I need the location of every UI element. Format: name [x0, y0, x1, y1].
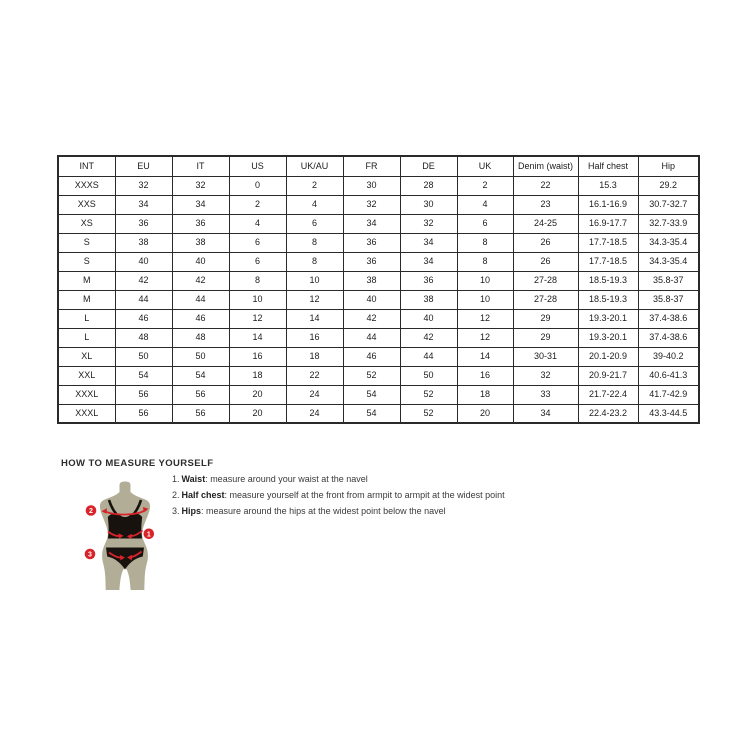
size-table-cell: 16 — [457, 366, 513, 385]
size-table-header-denim-waist: Denim (waist) — [513, 156, 578, 176]
size-table-cell: 17.7-18.5 — [578, 252, 638, 271]
step-text: : measure around the hips at the widest point below the navel — [201, 506, 446, 516]
size-table — [57, 155, 700, 424]
size-table-cell: 37.4-38.6 — [638, 309, 699, 328]
size-table-cell: 36 — [172, 214, 229, 233]
size-table-cell: 8 — [286, 252, 343, 271]
size-table-cell: 10 — [457, 271, 513, 290]
size-table-cell: 27-28 — [513, 271, 578, 290]
size-table-cell: 34.3-35.4 — [638, 252, 699, 271]
size-table-cell: 50 — [400, 366, 457, 385]
size-table-cell: 36 — [343, 252, 400, 271]
size-table-cell: 48 — [115, 328, 172, 347]
size-table-cell: 18 — [229, 366, 286, 385]
size-table-cell: 2 — [457, 176, 513, 195]
size-table-cell: 43.3-44.5 — [638, 404, 699, 423]
size-table-cell: 39-40.2 — [638, 347, 699, 366]
size-table-header-hip: Hip — [638, 156, 699, 176]
size-table-cell: 0 — [229, 176, 286, 195]
size-table-cell: 44 — [172, 290, 229, 309]
size-table-header-half-chest: Half chest — [578, 156, 638, 176]
mannequin-body-shape — [100, 492, 150, 590]
size-table-cell: 24-25 — [513, 214, 578, 233]
size-table-cell: 26 — [513, 233, 578, 252]
size-table-cell: 10 — [286, 271, 343, 290]
size-table-cell: 20 — [457, 404, 513, 423]
size-table-row — [58, 176, 699, 195]
size-table-cell: 34 — [343, 214, 400, 233]
size-table-cell: 54 — [343, 385, 400, 404]
size-table-cell: 8 — [229, 271, 286, 290]
size-table-cell: 16.1-16.9 — [578, 195, 638, 214]
step-label: Waist — [181, 474, 206, 484]
size-table-cell: 38 — [343, 271, 400, 290]
size-table-header-fr: FR — [343, 156, 400, 176]
size-table-cell: M — [58, 271, 115, 290]
size-table-cell: 37.4-38.6 — [638, 328, 699, 347]
size-table-cell: 40 — [172, 252, 229, 271]
size-table-cell: 44 — [343, 328, 400, 347]
size-table-cell: 34 — [115, 195, 172, 214]
measurement-figure-illustration — [75, 468, 175, 596]
size-table-cell: 42 — [400, 328, 457, 347]
size-table-cell: 36 — [115, 214, 172, 233]
size-table-cell: 50 — [172, 347, 229, 366]
size-table-row — [58, 214, 699, 233]
size-table-cell: 30-31 — [513, 347, 578, 366]
size-table-cell: S — [58, 252, 115, 271]
size-table-cell: 46 — [115, 309, 172, 328]
size-table-cell: 18 — [286, 347, 343, 366]
size-table-cell: 42 — [115, 271, 172, 290]
size-table-cell: 32 — [115, 176, 172, 195]
size-table-header-row — [58, 156, 699, 176]
step-label: Hips — [181, 506, 202, 516]
size-table-cell: L — [58, 328, 115, 347]
measure-step-hips — [172, 503, 505, 519]
size-table-cell: XL — [58, 347, 115, 366]
size-table-cell: 22 — [286, 366, 343, 385]
size-table-cell: 8 — [286, 233, 343, 252]
size-table-cell: 14 — [229, 328, 286, 347]
size-table-cell: 54 — [172, 366, 229, 385]
step-number: 3. — [172, 506, 180, 516]
size-table-cell: 19.3-20.1 — [578, 309, 638, 328]
size-table-cell: XXL — [58, 366, 115, 385]
size-table-header-uk-au: UK/AU — [286, 156, 343, 176]
size-table-cell: 54 — [115, 366, 172, 385]
size-table-cell: 52 — [343, 366, 400, 385]
size-table-cell: 56 — [172, 385, 229, 404]
size-table-cell: 22 — [513, 176, 578, 195]
size-table-cell: 44 — [115, 290, 172, 309]
size-table-row — [58, 347, 699, 366]
size-table-cell: 30 — [400, 195, 457, 214]
hips-marker — [85, 549, 96, 560]
step-label: Half chest — [181, 490, 225, 500]
size-table-cell: XXXL — [58, 404, 115, 423]
size-table-cell: 46 — [172, 309, 229, 328]
size-table-cell: 56 — [115, 385, 172, 404]
size-table-cell: 18.5-19.3 — [578, 290, 638, 309]
size-table-cell: 16 — [286, 328, 343, 347]
size-table-cell: 48 — [172, 328, 229, 347]
size-table-cell: 30 — [343, 176, 400, 195]
size-table-cell: 40 — [115, 252, 172, 271]
size-table-cell: 34 — [400, 233, 457, 252]
size-table-row — [58, 290, 699, 309]
size-table-cell: 24 — [286, 385, 343, 404]
size-table-cell: 38 — [115, 233, 172, 252]
size-table-header-us: US — [229, 156, 286, 176]
size-table-cell: XXS — [58, 195, 115, 214]
size-table-cell: 4 — [457, 195, 513, 214]
size-table-cell: 34 — [172, 195, 229, 214]
size-table-cell: 12 — [457, 328, 513, 347]
size-table-cell: 17.7-18.5 — [578, 233, 638, 252]
size-table-cell: 23 — [513, 195, 578, 214]
size-table-cell: 26 — [513, 252, 578, 271]
size-table-cell: 35.8-37 — [638, 271, 699, 290]
size-table-cell: 6 — [229, 252, 286, 271]
size-table-cell: 20.9-21.7 — [578, 366, 638, 385]
measure-guide-title: HOW TO MEASURE YOURSELF — [61, 458, 214, 469]
size-table-cell: 56 — [172, 404, 229, 423]
size-table-cell: 6 — [286, 214, 343, 233]
size-table-cell: 12 — [229, 309, 286, 328]
size-table-cell: 30.7-32.7 — [638, 195, 699, 214]
size-table-cell: XXXS — [58, 176, 115, 195]
size-table-cell: 6 — [457, 214, 513, 233]
size-table-row — [58, 385, 699, 404]
chest-marker-number: 2 — [89, 508, 93, 516]
size-table-cell: XXXL — [58, 385, 115, 404]
size-table-cell: 35.8-37 — [638, 290, 699, 309]
measure-step-waist — [172, 471, 505, 487]
size-table-cell: L — [58, 309, 115, 328]
size-table-cell: 41.7-42.9 — [638, 385, 699, 404]
hips-marker-number: 3 — [88, 551, 92, 559]
size-table-cell: 32 — [343, 195, 400, 214]
size-table-cell: XS — [58, 214, 115, 233]
size-table-cell: 12 — [457, 309, 513, 328]
size-table-row — [58, 233, 699, 252]
size-table-cell: 2 — [229, 195, 286, 214]
chest-marker — [86, 505, 97, 516]
size-table-cell: 46 — [343, 347, 400, 366]
size-table-cell: 16.9-17.7 — [578, 214, 638, 233]
size-table-cell: 16 — [229, 347, 286, 366]
size-table-cell: 20.1-20.9 — [578, 347, 638, 366]
size-table-cell: 27-28 — [513, 290, 578, 309]
size-table-cell: 21.7-22.4 — [578, 385, 638, 404]
size-table-cell: M — [58, 290, 115, 309]
size-table-cell: 40 — [400, 309, 457, 328]
size-table-row — [58, 195, 699, 214]
size-table-cell: 2 — [286, 176, 343, 195]
size-table-cell: 10 — [457, 290, 513, 309]
size-table-header-it: IT — [172, 156, 229, 176]
size-table-cell: 40.6-41.3 — [638, 366, 699, 385]
size-table-cell: 8 — [457, 252, 513, 271]
size-table-cell: 34 — [400, 252, 457, 271]
measure-step-half-chest — [172, 487, 505, 503]
waist-marker-number: 1 — [146, 531, 151, 539]
size-table-cell: 52 — [400, 404, 457, 423]
size-table-cell: S — [58, 233, 115, 252]
size-table-cell: 52 — [400, 385, 457, 404]
size-table-header-uk: UK — [457, 156, 513, 176]
size-table-cell: 14 — [286, 309, 343, 328]
measure-steps-list — [172, 471, 505, 519]
step-text: : measure around your waist at the navel — [205, 474, 368, 484]
size-table-cell: 50 — [115, 347, 172, 366]
size-table-cell: 29 — [513, 309, 578, 328]
size-table-cell: 36 — [343, 233, 400, 252]
size-table-cell: 20 — [229, 385, 286, 404]
size-table-cell: 29.2 — [638, 176, 699, 195]
step-number: 1. — [172, 474, 180, 484]
size-table-cell: 32 — [513, 366, 578, 385]
size-table-cell: 18 — [457, 385, 513, 404]
size-table-cell: 29 — [513, 328, 578, 347]
size-table-row — [58, 328, 699, 347]
size-table-cell: 34 — [513, 404, 578, 423]
size-table-cell: 20 — [229, 404, 286, 423]
size-table-cell: 32.7-33.9 — [638, 214, 699, 233]
step-text: : measure yourself at the front from armpit to armpit at the widest point — [224, 490, 505, 500]
size-table-cell: 6 — [229, 233, 286, 252]
size-table-cell: 44 — [400, 347, 457, 366]
size-table-cell: 4 — [229, 214, 286, 233]
size-table-cell: 24 — [286, 404, 343, 423]
size-table-header-int: INT — [58, 156, 115, 176]
size-table-header-de: DE — [400, 156, 457, 176]
size-table-cell: 38 — [172, 233, 229, 252]
size-table-cell: 34.3-35.4 — [638, 233, 699, 252]
size-table-cell: 36 — [400, 271, 457, 290]
size-table-cell: 40 — [343, 290, 400, 309]
size-table-cell: 42 — [343, 309, 400, 328]
size-table-cell: 18.5-19.3 — [578, 271, 638, 290]
size-table-cell: 19.3-20.1 — [578, 328, 638, 347]
size-table-row — [58, 271, 699, 290]
size-table-row — [58, 252, 699, 271]
size-table-cell: 32 — [400, 214, 457, 233]
size-table-cell: 56 — [115, 404, 172, 423]
size-table-cell: 15.3 — [578, 176, 638, 195]
size-table-cell: 32 — [172, 176, 229, 195]
size-table-cell: 10 — [229, 290, 286, 309]
size-table-cell: 8 — [457, 233, 513, 252]
size-table-cell: 42 — [172, 271, 229, 290]
size-table-cell: 54 — [343, 404, 400, 423]
size-table-row — [58, 404, 699, 423]
size-table-header-eu: EU — [115, 156, 172, 176]
size-table-cell: 28 — [400, 176, 457, 195]
size-table-cell: 38 — [400, 290, 457, 309]
size-table-row — [58, 366, 699, 385]
size-table-cell: 12 — [286, 290, 343, 309]
size-table-cell: 33 — [513, 385, 578, 404]
size-table-row — [58, 309, 699, 328]
waist-marker — [144, 529, 155, 540]
step-number: 2. — [172, 490, 180, 500]
size-table-cell: 4 — [286, 195, 343, 214]
size-table-cell: 14 — [457, 347, 513, 366]
size-table-cell: 22.4-23.2 — [578, 404, 638, 423]
